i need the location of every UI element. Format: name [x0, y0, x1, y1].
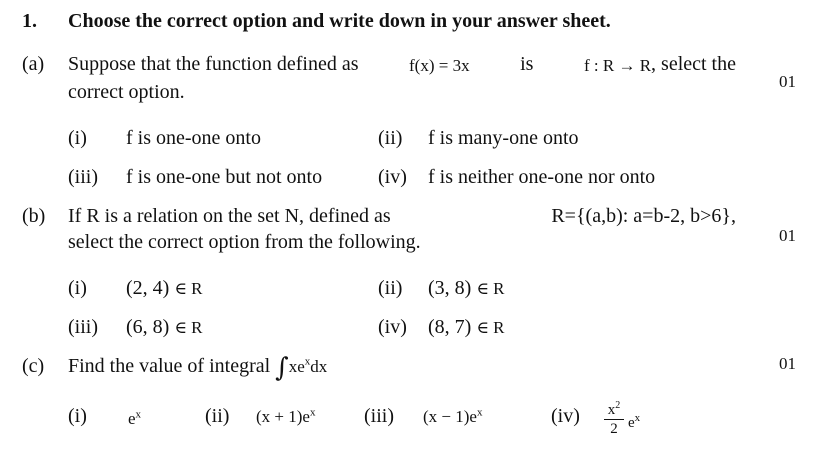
part-b-marks: 01 — [779, 226, 796, 245]
part-a-option-num: (iii) — [68, 166, 98, 188]
fraction-numerator — [608, 402, 621, 418]
part-c-option-num: (iv) — [551, 405, 580, 427]
part-a-option-text: f is one-one onto — [126, 127, 261, 149]
part-a-line1 — [68, 52, 736, 78]
option-relation: ∈ R — [476, 318, 505, 337]
part-c-label: (c) — [22, 355, 45, 377]
part-b-line1 — [68, 204, 736, 228]
part-c-text-pre: Find the value of integral — [68, 355, 271, 377]
expr-base: e — [128, 409, 136, 428]
part-b-option-num: (iv) — [378, 316, 407, 338]
question-heading: Choose the correct option and write down in your answer sheet. — [68, 10, 611, 32]
part-c-option-num: (ii) — [205, 405, 230, 427]
part-a-option-num: (i) — [68, 127, 87, 149]
part-b-option-text — [126, 276, 203, 301]
option-relation: ∈ R — [174, 318, 203, 337]
part-a-option-text: f is one-one but not onto — [126, 166, 323, 188]
option-relation: ∈ R — [476, 279, 505, 298]
expr-exponent: x — [135, 408, 142, 421]
part-c-option-num: (iii) — [364, 405, 394, 427]
numerator-exponent: 2 — [615, 400, 621, 411]
part-b-option-num: (i) — [68, 277, 87, 299]
fraction-denominator: 2 — [610, 421, 618, 437]
expr-base: (x − 1)e — [423, 407, 477, 426]
part-b-text-pre: If R is a relation on the set N, defined as — [68, 205, 391, 227]
part-b-option-text — [428, 276, 505, 301]
part-c-option-expr — [628, 412, 641, 432]
part-c-marks: 01 — [779, 354, 796, 373]
expr-base: (x + 1)e — [256, 407, 310, 426]
integrand-base: xe — [288, 357, 305, 376]
fraction-bar — [604, 419, 624, 420]
expr-exponent: x — [309, 406, 316, 419]
option-pair: (3, 8) — [428, 277, 472, 299]
part-b-option-num: (ii) — [378, 277, 403, 299]
part-b-option-num: (iii) — [68, 316, 98, 338]
part-b-label: (b) — [22, 205, 46, 227]
expr-exponent: x — [476, 406, 483, 419]
part-a-line2: correct option. — [68, 81, 185, 103]
part-a-label: (a) — [22, 53, 45, 75]
integral-sign: ∫ — [275, 353, 289, 383]
part-a-text-post: , select the — [651, 53, 736, 75]
fraction — [604, 402, 624, 437]
part-a-text-pre: Suppose that the function defined as — [68, 53, 359, 75]
integrand-differential: dx — [310, 357, 328, 376]
integrand-exponent: x — [304, 355, 311, 368]
part-a-option-text: f is neither one-one nor onto — [428, 166, 656, 188]
numerator-base: x — [607, 402, 616, 418]
part-a-mapping-math: f : R → R — [583, 56, 652, 75]
part-a-option-num: (iv) — [378, 166, 407, 188]
option-pair: (8, 7) — [428, 316, 472, 338]
option-pair: (6, 8) — [126, 316, 170, 338]
part-a-option-text: f is many-one onto — [428, 127, 579, 149]
part-c-option-expr — [256, 407, 315, 427]
part-c-line1 — [68, 353, 328, 383]
part-b-relation-math: R={(a,b): a=b-2, b>6}, — [551, 205, 736, 227]
part-b-option-text — [126, 315, 203, 340]
part-b-option-text — [428, 315, 505, 340]
part-a-option-num: (ii) — [378, 127, 403, 149]
part-c-option-expr — [128, 409, 141, 429]
part-a-text-mid: is — [520, 53, 534, 75]
part-c-option-num: (i) — [68, 405, 87, 427]
expr-base: e — [628, 415, 635, 431]
part-b-line2: select the correct option from the following. — [68, 231, 421, 253]
option-pair: (2, 4) — [126, 277, 170, 299]
part-a-function-math: f(x) = 3x — [409, 56, 470, 75]
part-a-marks: 01 — [779, 72, 796, 91]
part-c-option-expr — [423, 407, 482, 427]
option-relation: ∈ R — [174, 279, 203, 298]
expr-exponent: x — [634, 412, 641, 424]
question-number: 1. — [22, 10, 37, 32]
